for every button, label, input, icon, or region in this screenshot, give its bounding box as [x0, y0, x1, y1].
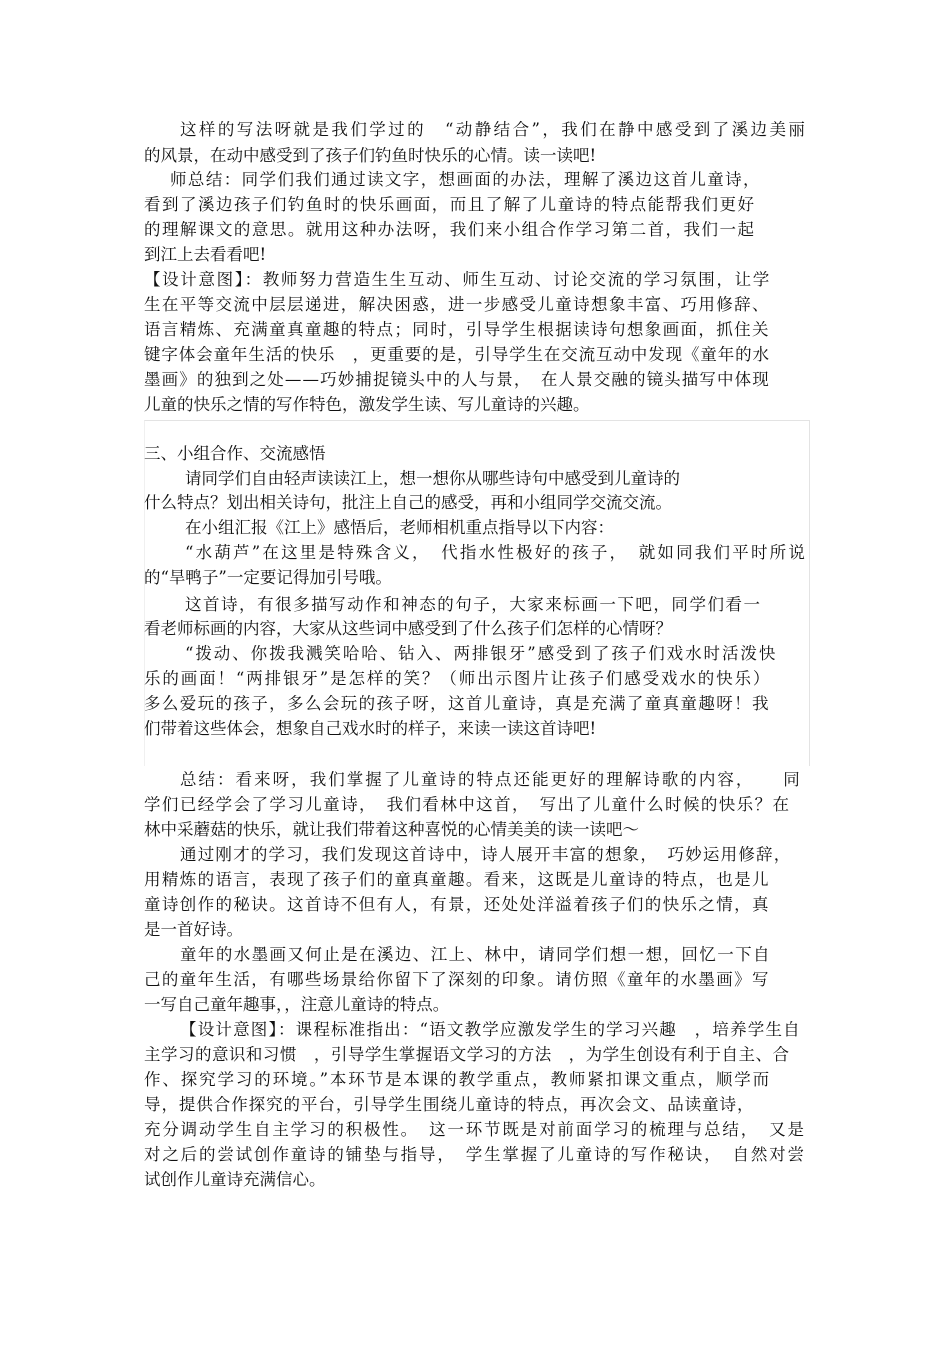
text-line: 看老师标画的内容，大家从这些词中感受到了什么孩子们怎样的心情呀？ — [144, 619, 672, 638]
text-line: 师总结：同学们我们通过读文字，想画面的办法，理解了溪边这首儿童诗， — [170, 170, 761, 189]
text-line: 通过刚才的学习，我们发现这首诗中，诗人展开丰富的想象， 巧妙运用修辞， — [180, 845, 792, 864]
text-line: 的“旱鸭子”一定要记得加引号哦。 — [144, 568, 392, 587]
text-line: 是一首好诗。 — [144, 920, 243, 939]
section-heading: 三、小组合作、交流感悟 — [144, 444, 326, 463]
text-line: “拨动、你拨我溅笑哈哈、钻入、两排银牙”感受到了孩子们戏水时活泼快 — [185, 644, 778, 663]
text-line: 【设计意图】：教师努力营造生生互动、师生互动、讨论交流的学习氛围，让学 — [144, 270, 771, 289]
text-line: 导，提供合作探究的平台，引导学生围绕儿童诗的特点，再次会文、品读童诗， — [144, 1095, 755, 1114]
text-line: 什么特点？划出相关诗句，批注上自己的感受，再和小组同学交流交流。 — [144, 493, 672, 512]
text-line: 儿童的快乐之情的写作特色，激发学生读、写儿童诗的兴趣。 — [144, 395, 590, 414]
text-line: 童诗创作的秘诀。这首诗不但有人，有景，还处处洋溢着孩子们的快乐之情，真 — [144, 895, 770, 914]
text-line: 对之后的尝试创作童诗的铺垫与指导， 学生掌握了儿童诗的写作秘诀， 自然对尝 — [144, 1145, 806, 1164]
text-line: 键字体会童年生活的快乐 ，更重要的是，引导学生在交流互动中发现《童年的水 — [144, 345, 770, 364]
text-line: 到江上去看看吧! — [144, 245, 267, 264]
text-line: 的理解课文的意思。就用这种办法呀，我们来小组合作学习第二首，我们一起 — [144, 220, 756, 239]
text-line: 己的童年生活，有哪些场景给你留下了深刻的印象。请仿照《童年的水墨画》写 — [144, 970, 770, 989]
text-line: 这样的写法呀就是我们学过的 “动静结合”，我们在静中感受到了溪边美丽 — [180, 120, 808, 139]
text-line: 语言精炼、充满童真童趣的特点；同时，引导学生根据读诗句想象画面，抓住关 — [144, 320, 770, 339]
text-line: 们带着这些体会，想象自己戏水时的样子，来读一读这首诗吧! — [144, 719, 597, 738]
text-line: 在小组汇报《江上》感悟后，老师相机重点指导以下内容： — [185, 518, 614, 537]
text-line: 充分调动学生自主学习的积极性。 这一环节既是对前面学习的梳理与总结， 又是 — [144, 1120, 806, 1139]
text-line: 看到了溪边孩子们钓鱼时的快乐画面，而且了解了儿童诗的特点能帮我们更好 — [144, 195, 756, 214]
text-line: 学们已经学会了学习儿童诗， 我们看林中这首， 写出了儿童什么时候的快乐？在 — [144, 795, 791, 814]
text-line: 这首诗，有很多描写动作和神态的句子，大家来标画一下吧，同学们看一 — [185, 595, 762, 614]
text-line: 乐的画面！“两排银牙”是怎样的笑？（师出示图片让孩子们感受戏水的快乐） — [144, 669, 772, 688]
text-line: 林中采蘑菇的快乐，就让我们带着这种喜悦的心情美美的读一读吧～ — [144, 820, 639, 839]
text-line: 的风景，在动中感受到了孩子们钓鱼时快乐的心情。读一读吧! — [144, 146, 597, 165]
text-line: 生在平等交流中层层递进，解决困惑，进一步感受儿童诗想象丰富、巧用修辞、 — [144, 295, 770, 314]
text-line: 请同学们自由轻声读读江上，想一想你从哪些诗句中感受到儿童诗的 — [185, 469, 680, 488]
text-line: 主学习的意识和习惯 ，引导学生掌握语文学习的方法 ，为学生创设有利于自主、合 — [144, 1045, 790, 1064]
text-line: 用精炼的语言，表现了孩子们的童真童趣。看来，这既是儿童诗的特点，也是儿 — [144, 870, 770, 889]
text-line: 多么爱玩的孩子，多么会玩的孩子呀，这首儿童诗，真是充满了童真童趣呀！我 — [144, 694, 770, 713]
text-line: 墨画》的独到之处——巧妙捕捉镜头中的人与景， 在人景交融的镜头描写中体现 — [144, 370, 770, 389]
text-line: 作、探究学习的环境。”本环节是本课的教学重点，教师紧扣课文重点，顺学而 — [144, 1070, 772, 1089]
text-line: 【设计意图】：课程标准指出：“语文教学应激发学生的学习兴趣 ，培养学生自 — [180, 1020, 801, 1039]
text-line: 试创作儿童诗充满信心。 — [144, 1170, 326, 1189]
text-line: 一写自己童年趣事，，注意儿童诗的特点。 — [144, 995, 450, 1014]
text-line: 总结：看来呀，我们掌握了儿童诗的特点还能更好的理解诗歌的内容， 同 — [180, 770, 802, 789]
text-line: 童年的水墨画又何止是在溪边、江上、林中，请同学们想一想，回忆一下自 — [180, 945, 771, 964]
text-line: “水葫芦”在这里是特殊含义， 代指水性极好的孩子， 就如同我们平时所说 — [185, 543, 808, 562]
